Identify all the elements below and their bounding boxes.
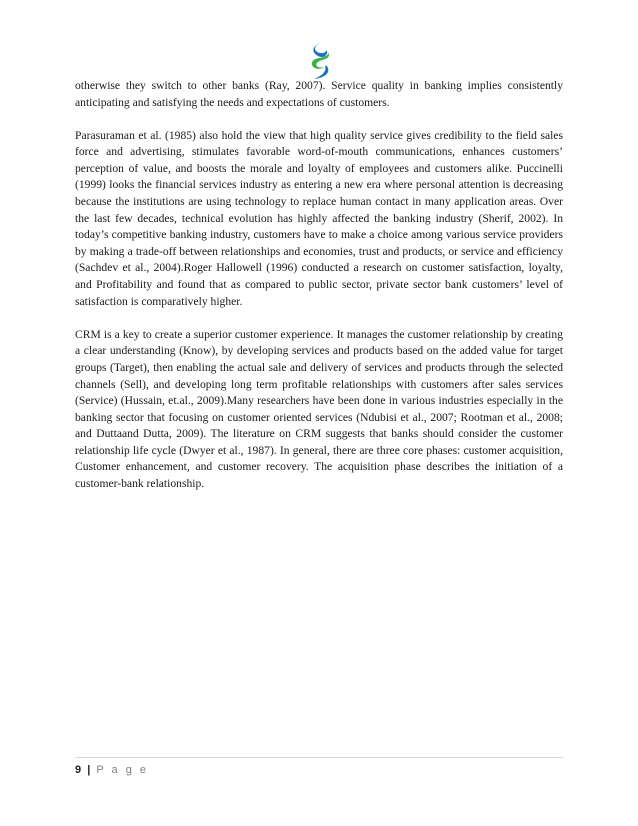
- page-number: 9: [75, 764, 82, 776]
- document-body: [75, 78, 563, 509]
- footer-divider: [75, 757, 563, 758]
- body-paragraph-2: Parasuraman et al. (1985) also hold the view that high quality service gives credibility to the field sales force and advertising, stimulates favorable word-of-mouth communications, enhances customers’ perception of value, and boosts the morale and loyalty of employees and customers alike. Puccinelli (1999) looks the financial services industry as entering a new era where personal attention is decreasing because the institutions are using technology to replace human contact in many application areas. Over the last few decades, technical evolution has highly affected the banking industry (Sherif, 2002). In today’s competitive banking industry, customers have to make a choice among various service providers by making a trade-off between relationships and economies, trust and products, or service and efficiency (Sachdev et al., 2004).Roger Hallowell (1996) conducted a research on customer satisfaction, loyalty, and Profitability and found that as compared to public sector, private sector bank customers’ level of satisfaction is comparatively higher.: [75, 128, 563, 308]
- page-footer: [75, 764, 149, 776]
- standard-chartered-logo-icon: [300, 38, 340, 82]
- body-paragraph-1: otherwise they switch to other banks (Ray, 2007). Service quality in banking implies consistently anticipating and satisfying the needs and expectations of customers.: [75, 79, 563, 109]
- footer-separator: |: [87, 764, 91, 776]
- body-paragraph-3: CRM is a key to create a superior customer experience. It manages the customer relationship by creating a clear understanding (Know), by developing services and products based on the added value for target groups (Target), then enabling the actual sale and delivery of services and products through the selected channels (Sell), and developing long term profitable relationships with customers after sales services (Service) (Hussain, et.al., 2009).Many researchers have been done in various industries especially in the banking sector that focusing on customer oriented services (Ndubisi et al., 2007; Rootman et al., 2008; and Duttaand Dutta, 2009). The literature on CRM suggests that banks should consider the customer relationship life cycle (Dwyer et al., 1987). In general, there are three core phases: customer acquisition, Customer enhancement, and customer recovery. The acquisition phase describes the initiation of a customer-bank relationship.: [75, 327, 563, 491]
- page-label: P a g e: [96, 764, 149, 776]
